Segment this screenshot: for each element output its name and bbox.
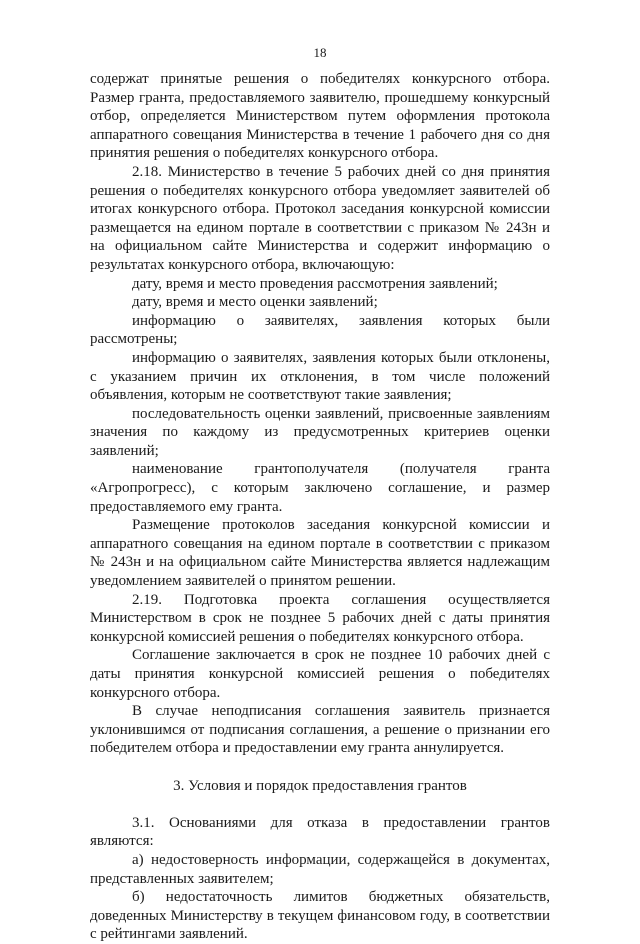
paragraph-agreement: Соглашение заключается в срок не позднее 10 рабочих дней с даты принятия конкурсной комиссией решения о победителях конкурсного отбора.	[90, 647, 550, 701]
list-item: дату, время и место проведения рассмотрения заявлений;	[132, 275, 498, 292]
paragraph-non-signing: В случае неподписания соглашения заявитель признается уклонившимся от подписания соглашения, а решение о признании его победителем отбора и предоставлении ему гранта аннулируется.	[90, 703, 550, 757]
paragraph-continuation: содержат принятые решения о победителях конкурсного отбора. Размер гранта, предоставляемого заявителю, прошедшему конкурсный отбор, определяется Министерством путем оформления протокола аппаратного совещания Министерства в течение 1 рабочего дня со дня принятия решения о победителях конкурсного отбора.	[90, 71, 550, 162]
document-body	[90, 70, 550, 944]
list-item: дату, время и место оценки заявлений;	[132, 294, 378, 311]
paragraph-2-19: 2.19. Подготовка проекта соглашения осуществляется Министерством в срок не позднее 5 рабочих дней с даты принятия конкурсной комиссией решения о победителях конкурсного отбора.	[90, 591, 550, 645]
section-heading: 3. Условия и порядок предоставления грантов	[173, 777, 467, 794]
paragraph-publication: Размещение протоколов заседания конкурсной комиссии и аппаратного совещания на едином портале в соответствии с приказом № 243н и на официальном сайте Министерства является надлежащим уведомлением заявителей о принятом решении.	[90, 517, 550, 590]
page-number: 18	[313, 45, 327, 60]
paragraph-3-1: 3.1. Основаниями для отказа в предоставлении грантов являются:	[90, 814, 550, 850]
list-item: информацию о заявителях, заявления которых были отклонены, с указанием причин их отклонения, в том числе положений объявления, которым не соответствуют такие заявления;	[90, 349, 550, 404]
list-item: последовательность оценки заявлений, присвоенные заявлениям значения по каждому из предусмотренных критериев оценки заявлений;	[90, 405, 550, 459]
list-item: а) недостоверность информации, содержащейся в документах, представленных заявителем;	[90, 851, 550, 887]
list-item: информацию о заявителях, заявления которых были рассмотрены;	[90, 312, 550, 348]
list-item: наименование грантополучателя (получателя гранта «Агропрогресс), с которым заключено соглашение, и размер предоставляемого ему гранта.	[90, 461, 550, 515]
list-item: б) недостаточность лимитов бюджетных обязательств, доведенных Министерству в текущем финансовом году, в соответствии с рейтингами заявлений.	[90, 889, 550, 943]
paragraph-2-18: 2.18. Министерство в течение 5 рабочих дней со дня принятия решения о победителях конкурсного отбора уведомляет заявителей об итогах конкурсного отбора. Протокол заседания конкурсной комиссии размещается на едином портале в соответствии с приказом № 243н и на официальном сайте Министерства и содержит информацию о результатах конкурсного отбора, включающую:	[90, 163, 550, 273]
